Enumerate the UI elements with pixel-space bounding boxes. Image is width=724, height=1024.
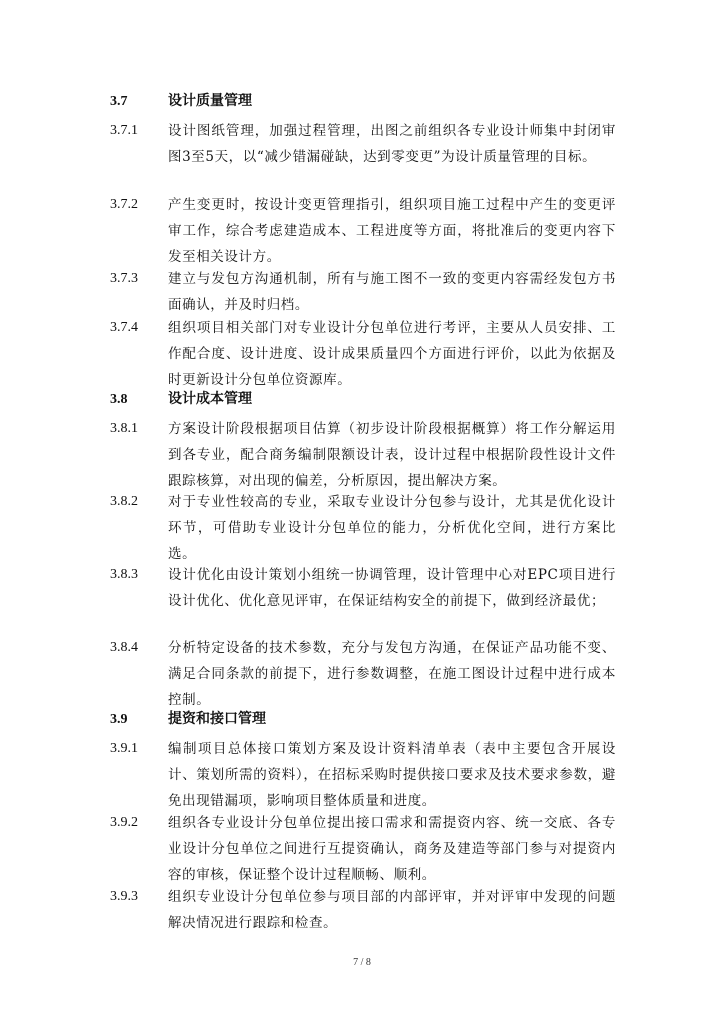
paragraph-number: 3.7.1 <box>110 123 138 138</box>
page-number: 7 / 8 <box>353 957 371 968</box>
paragraph-text: 对于专业性较高的专业，采取专业设计分包参与设计，尤其是优化设计环节，可借助专业设计分包单位的能力，分析优化空间，进行方案比选。 <box>168 494 616 562</box>
paragraph-number: 3.9.3 <box>110 889 138 904</box>
paragraph-text: 方案设计阶段根据项目估算（初步设计阶段根据概算）将工作分解运用到各专业，配合商务编制限额设计表，设计过程中根据阶段性设计文件跟踪核算，对出现的偏差，分析原因，提出解决方案。 <box>168 421 616 489</box>
paragraph-text: 组织各专业设计分包单位提出接口需求和需提资内容、统一交底、各专业设计分包单位之间进行互提资确认，商务及建造等部门参与对提资内容的审核，保证整个设计过程顺畅、顺利。 <box>168 815 616 883</box>
paragraph-text: 组织专业设计分包单位参与项目部的内部评审，并对评审中发现的问题解决情况进行跟踪和检查。 <box>168 889 616 931</box>
paragraph-number: 3.7.2 <box>110 197 138 212</box>
section-number: 3.7 <box>110 94 128 109</box>
paragraph-text: 设计优化由设计策划小组统一协调管理，设计管理中心对EPC项目进行设计优化、优化意见评审，在保证结构安全的前提下，做到经济最优； <box>168 567 616 609</box>
paragraph-number: 3.8.4 <box>110 640 138 655</box>
paragraph-number: 3.7.4 <box>110 320 138 335</box>
section-number: 3.8 <box>110 392 128 407</box>
section-title: 提资和接口管理 <box>168 711 266 727</box>
paragraph-text: 组织项目相关部门对专业设计分包单位进行考评，主要从人员安排、工作配合度、设计进度、设计成果质量四个方面进行评价，以此为依据及时更新设计分包单位资源库。 <box>168 320 616 388</box>
paragraph-number: 3.9.1 <box>110 741 138 756</box>
paragraph-number: 3.7.3 <box>110 271 138 286</box>
section-number: 3.9 <box>110 712 128 727</box>
paragraph-text: 编制项目总体接口策划方案及设计资料清单表（表中主要包含开展设计、策划所需的资料），在招标采购时提供接口要求及技术要求参数，避免出现错漏项，影响项目整体质量和进度。 <box>168 741 616 809</box>
paragraph-text: 建立与发包方沟通机制，所有与施工图不一致的变更内容需经发包方书面确认，并及时归档。 <box>168 271 616 313</box>
section-heading-3-8 <box>110 388 252 411</box>
paragraph-number: 3.8.2 <box>110 494 138 509</box>
section-heading-3-7 <box>110 90 252 113</box>
paragraph-number: 3.9.2 <box>110 815 138 830</box>
section-heading-3-9 <box>110 708 266 731</box>
paragraph-text: 分析特定设备的技术参数，充分与发包方沟通，在保证产品功能不变、满足合同条款的前提下，进行参数调整，在施工图设计过程中进行成本控制。 <box>168 640 616 708</box>
section-title: 设计成本管理 <box>168 391 252 407</box>
section-title: 设计质量管理 <box>168 93 252 109</box>
paragraph-text: 产生变更时，按设计变更管理指引，组织项目施工过程中产生的变更评审工作，综合考虑建造成本、工程进度等方面，将批准后的变更内容下发至相关设计方。 <box>168 197 616 265</box>
paragraph-text: 设计图纸管理，加强过程管理，出图之前组织各专业设计师集中封闭审图3至5天，以“减少错漏碰缺，达到零变更”为设计质量管理的目标。 <box>168 123 616 165</box>
paragraph-number: 3.8.1 <box>110 421 138 436</box>
paragraph-number: 3.8.3 <box>110 567 138 582</box>
